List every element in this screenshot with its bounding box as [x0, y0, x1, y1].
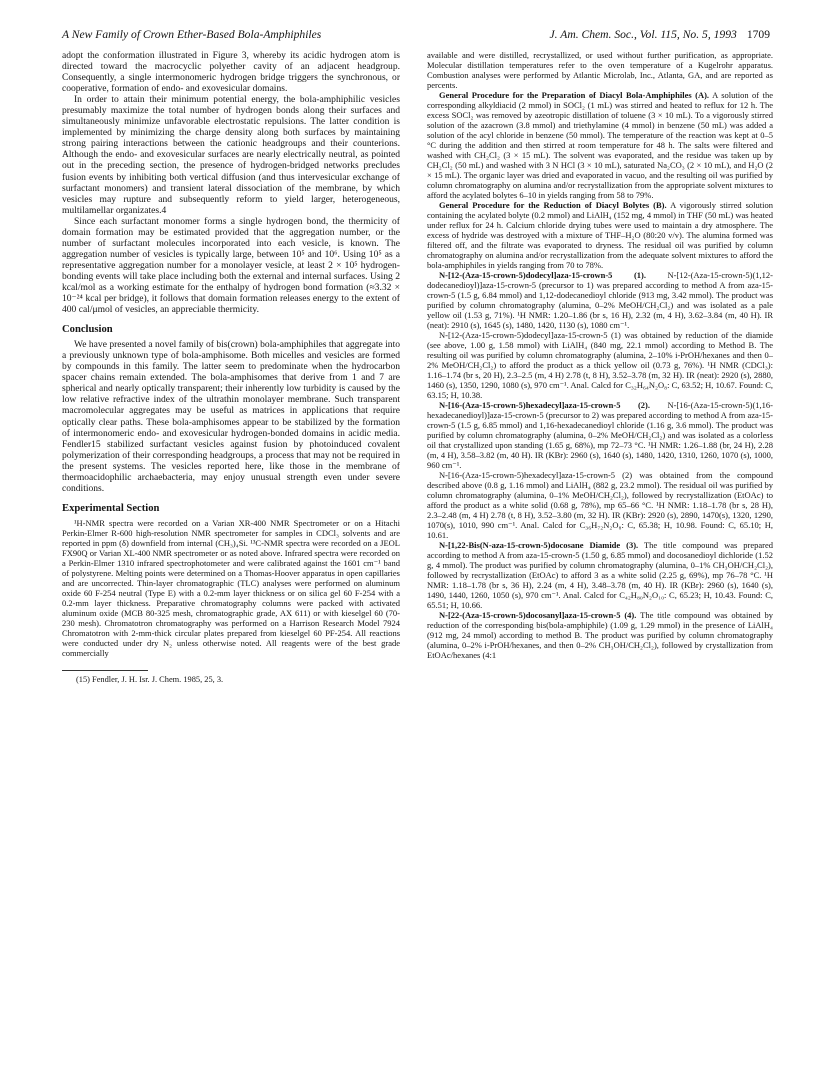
conclusion-paragraph: We have presented a novel family of bis(crown) bola-amphiphiles that aggregate into a previously unknown type of bola-amphisome. Both micelles and vesicles are formed by compounds in this family. The latter seem to predominate when the hydrocarbon spacer chains remain extended. The bola-amphisomes that derive from 1 and 7 are spherical and nearly optically transparent; their inherently low turbidity is caused by the low relative refractive index of the ultrathin monolayer membrane. Such transparent macromolecular aggregates may be useful as matrices in applications that require optically clear paths. These bola-amphisomes appear to be stabilized by the formation of intermonomeric endo- and exovesicular hydrogen-bonded domains in acidic media. Fendler15 stabilized surfactant vesicles against fusion by photoinduced covalent polymerization of their corresponding headgroups, a process that may not be required in the present systems. The vesicles reported here, like those in the membrane of thermoacidophilic archaebacteria, may enjoy unusual strength even under severe conditions. [62, 339, 400, 494]
compound-2-title: N-[16-(Aza-15-crown-5)hexadecyl]aza-15-crown-5 (2). [439, 400, 650, 410]
right-column [427, 50, 773, 1050]
experimental-heading: Experimental Section [62, 502, 160, 514]
paragraph: adopt the conformation illustrated in Figure 3, whereby its acidic hydrogen atom is directed toward the macrocyclic polyether cavity of an adjacent headgroup. Consequently, a single intermonomeric hydrogen bridge triggers the synchronous, or cooperative, formation of endo- and exovesicular domains. [62, 50, 400, 95]
compound-2-text: N-[16-(Aza-15-crown-5)(1,16-hexadecanedioyl)]aza-15-crown-5 (precursor to 2) was prepared according to method A from aza-15-crown-5 (1.5 g, 6.85 mmol) and 1,16-hexadecanedioyl chloride (1.16 g, 3.6 mmol). The product was purified by column chromatography (alumina, 0–2% MeOH/CH₂Cl₂) and was isolated as a colorless oil that crystallized upon standing (1.65 g, 68%), mp 72–73 °C. ¹H NMR: 1.26–1.88 (br, 24 H), 2.28 (m, 4 H), 3.58–3.82 (m, 40 H). IR (KBr): 2960 (s), 1640 (s), 1480, 1420, 1310, 1260, 1070 (s), 1000, 960 cm⁻¹. [427, 400, 773, 470]
experimental-paragraph: ¹H-NMR spectra were recorded on a Varian XR-400 NMR Spectrometer or on a Hitachi Perkin-Elmer R-600 high-resolution NMR spectrometer for samples in CDCl₃ solvents and are reported in ppm (δ) downfield from internal (CH₃)₄Si. ¹³C-NMR spectra were recorded on a JEOL FX90Q or Varian XL-400 NMR spectrometer or as noted above. Infrared spectra were recorded on a Perkin-Elmer 1310 infrared spectrophotometer and were calibrated against the 1601 cm⁻¹ band of polystyrene. Melting points were determined on a Thomas-Hoover apparatus in open capillaries and are uncorrected. Thin-layer chromatographic (TLC) analyses were performed on aluminum oxide 60 F-254 neutral (Type E) with a 0.2-mm layer thickness or on silica gel 60 F-254 with a 0.2-mm layer thickness. Preparative chromatography columns were packed with activated aluminum oxide (MCB 80-325 mesh, chromatographic grade, AX 611) or with kieselgel 60 (70-230 mesh). Chromatotron chromatography was performed on a Harrison Research Model 7924 Chromatotron with 2-mm-thick circular plates prepared from kieselgel 60 PF-254. All reactions were conducted under dry N₂ unless otherwise noted. All reagents were of the best grade commercially [62, 517, 400, 658]
page-number: 1709 [746, 28, 770, 41]
compound-2-entry [427, 400, 773, 470]
compound-1-text: N-[12-(Aza-15-crown-5)(1,12-dodecanedioyl)]aza-15-crown-5 (precursor to 1) was prepared according to method A from aza-15-crown-5 (1.5 g, 6.84 mmol) and 1,12-dodecanedioyl chloride (913 mg, 3.42 mmol). The product was purified by column chromatography (alumina, 0–2% MeOH/CH₂Cl₂) and was isolated as a pale yellow oil (1.53 g, 71%). ¹H NMR: 1.20–1.86 (br s, 16 H), 2.32 (m, 4 H), 3.62–3.84 (m, 40 H). IR (neat): 2910 (s), 1645 (s), 1480, 1420, 1130 (s), 1080 cm⁻¹. [427, 270, 773, 330]
procedure-b-title: General Procedure for the Reduction of Diacyl Bolytes (B). [439, 200, 667, 210]
footnote: (15) Fendler, J. H. Isr. J. Chem. 1985, 25, 3. [76, 674, 224, 684]
procedure-b [427, 200, 773, 270]
compound-4-entry [427, 610, 773, 660]
compound-2-reduction: N-[16-(Aza-15-crown-5)hexadecyl]aza-15-crown-5 (2) was obtained from the compound described above (0.8 g, 1.16 mmol) and LiAlH₄ (882 g, 23.2 mmol). The residual oil was purified by column chromatography (alumina, 0–1% MeOH/CH₂Cl₂), followed by recrystallization (EtOAc) to afford the product as a white solid (0.68 g, 78%), mp 65–66 °C. ¹H NMR: 1.18–1.78 (br s, 28 H), 2.3–2.48 (m, 4 H) 2.78 (t, 8 H), 3.52–3.80 (m, 32 H). IR (KBr): 2920 (s), 2890, 1470(s), 1320, 1290, 1070(s), 1010, 990 cm⁻¹. Anal. Calcd for C₃₆H₇₂N₂O₈: C, 65.38; H, 10.98. Found: C, 65.10; H, 10.61. [427, 470, 773, 540]
compound-3-title: N-[1,22-Bis(N-aza-15-crown-5)docosane Diamide (3). [439, 540, 639, 550]
running-head [62, 26, 770, 44]
conclusion-heading: Conclusion [62, 324, 113, 336]
compound-3-text: The title compound was prepared according to method A from aza-15-crown-5 (1.50 g, 6.85 mmol) and docosanedioyl dichloride (1.52 g, 4 mmol). The product was purified by column chromatography (alumina, 0–1% CH₃OH/CH₂Cl₂), followed by recrystallization (EtOAc) to afford 3 as a white solid (2.25 g, 69%), mp 76–78 °C. ¹H NMR: 1.18–1.78 (br s, 36 H), 2.24 (m, 4 H), 3.48–3.78 (m, 40 H). IR (KBr): 2960 (s), 1640 (s), 1490, 1440, 1260, 1050 (s), 970 cm⁻¹. Anal. Calcd for C₄₂H₈₀N₂O₁₀: C, 65.23; H, 10.43. Found: C, 65.51; H, 10.66. [427, 540, 773, 610]
paragraph: available and were distilled, recrystallized, or used without further purification, as appropriate. Molecular distillation temperatures refer to the oven temperature of a Kugelrohr apparatus. Combustion analyses were performed by Atlantic Microlab, Inc., Atlanta, GA, and are reported as percents. [427, 50, 773, 90]
paragraph: Since each surfactant monomer forms a single hydrogen bond, the thermicity of domain formation may be estimated provided that the aggregation number, or the number of surfactant molecules incorporated into each vesicle, is known. The aggregation number of vesicles is typically large, between 10⁵ and 10⁶. Using 10⁵ as a representative aggregation number for a monolayer vesicle, at least 2 × 10⁵ hydrogen-bonding events will take place including both the external and internal surfaces. Using 2 kcal/mol as a working estimate for the enthalpy of hydrogen bond formation (≈3.32 × 10⁻²⁴ kcal per bridge), it follows that domain formation releases energy to the extent of 400 cal/μmol of vesicles, an appreciable thermicity. [62, 215, 400, 316]
article-title: A New Family of Crown Ether-Based Bola-Amphiphiles [62, 28, 322, 41]
procedure-b-text: A vigorously stirred solution containing the acylated bolyte (0.2 mmol) and LiAlH₄ (152 mg, 4 mmol) in THF (50 mL) was heated under reflux for 24 h. Calcium chloride drying tubes were used to maintain a dry atmosphere. The excess of hydride was destroyed with a mixture of THF–H₂O (80:20 v/v). The alumina formed was filtered off, and the filtrate was evaporated to dryness. The residual oil was purified by column chromatography on alumina and/or recrystallization from the adequate solvent mixtures to afford the bola-amphiphiles in yields ranging from 70 to 78%. [427, 200, 773, 270]
compound-1-title: N-[12-(Aza-15-crown-5)dodecyl]aza-15-crown-5 (1). [439, 270, 646, 280]
compound-4-title: N-[22-(Aza-15-crown-5)docosanyl]aza-15-crown-5 (4). [439, 610, 637, 620]
left-column [62, 50, 400, 1050]
compound-4-text: The title compound was obtained by reduction of the corresponding bis(bola-amphiphile) (1.09 g, 1.29 mmol) in the presence of LiAlH₄ (912 mg, 24 mmol) according to method B. The product was purified by column chromatography (alumina, 0–2% i-PrOH/hexanes, and then 0–2% CH₃OH/CH₂Cl₂), followed by crystallization from EtOAc/hexanes (4:1 [427, 610, 773, 660]
procedure-a [427, 90, 773, 200]
paragraph: In order to attain their minimum potential energy, the bola-amphiphilic vesicles presumably maximize the total number of hydrogen bonds along their surfaces and simultaneously minimize unfavorable electrostatic repulsions. The latter condition is implemented by minimizing the charge density along both surfaces by maintaining strong pairing interactions between the cationic headgroups and their counterions. Although the endo- and exovesicular surfaces are nearly electrically neutral, as pointed out in the preceding section, the presence of hydrogen-bridged networks precludes fusion events by inhibiting both vertical diffusion (and thus intervesicular exchange of surfactant monomers) and transient lateral dissociation of the membrane, by which vesicles may rupture and subsequently reform to yield larger, heterogeneous, multilamellar organizates.4 [62, 94, 400, 216]
journal-citation [550, 26, 771, 44]
procedure-a-text: A solution of the corresponding alkyldiacid (2 mmol) in SOCl₂ (1 mL) was stirred and heated to reflux for 12 h. The excess SOCl₂ was removed by azeotropic distillation of toluene (3 × 10 mL). To a vigorously stirred solution of the azacrown (3.8 mmol) and triethylamine (4 mmol) in benzene (50 mL) was added a solution of the acyl chloride in benzene (50 mmol). The temperature of the reaction was kept at 0–5 °C during the addition and then stirred at room temperature for 48 h. The salts were filtered and washed with CH₂Cl₂ (3 × 15 mL). The solvent was evaporated, and the residue was taken up by CH₂Cl₂ (50 mL) and washed with 3 N HCl (3 × 10 mL), saturated Na₂CO₃ (2 × 10 mL), and H₂O (2 × 15 mL). The organic layer was dried and evaporated in vacuo, and the resulting oil was purified by column chromatography on alumina and/or recrystallization from the appropriate solvent mixtures to afford the acylated bolytes 6–10 in yields ranging from 58 to 79%. [427, 90, 773, 200]
compound-3-entry [427, 540, 773, 610]
compound-1-entry [427, 270, 773, 330]
procedure-a-title: General Procedure for the Preparation of Diacyl Bola-Amphiphiles (A). [439, 90, 710, 100]
compound-1-reduction: N-[12-(Aza-15-crown-5)dodecyl]aza-15-crown-5 (1) was obtained by reduction of the diamide (see above, 1.00 g, 1.58 mmol) with LiAlH₄ (840 mg, 22.1 mmol) according to Method B. The resulting oil was purified by column chromatography (alumina, 2–10% i-PrOH/hexanes and then 0–2% MeOH/CH₂Cl₂) to afford the product as a thick yellow oil (0.73 g, 76%). ¹H NMR (CDCl₃): 1.16–1.74 (br s, 20 H), 2.3–2.5 (m, 4 H) 2.78 (t, 8 H), 3.52–3.78 (m, 32 H). IR (neat): 2920 (s), 2880, 1460 (s), 1350, 1290, 1080 (s), 970 cm⁻¹. Anal. Calcd for C₃₂H₆₄N₂O₈: C, 63.52; H, 10.67. Found: C, 63.15; H, 10.38. [427, 330, 773, 400]
journal-name: J. Am. Chem. Soc., Vol. 115, No. 5, 1993 [549, 28, 737, 41]
footnote-rule [62, 670, 148, 671]
